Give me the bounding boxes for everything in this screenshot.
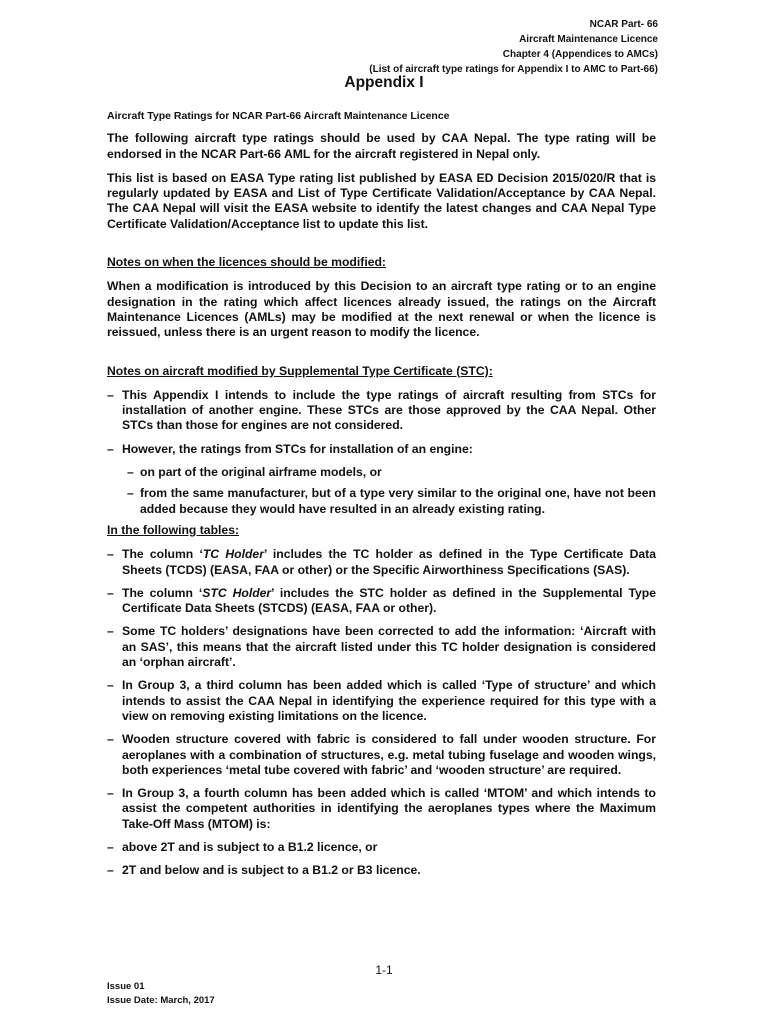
list-item bbox=[107, 442, 656, 457]
list-item bbox=[107, 732, 656, 778]
dash-bullet: – bbox=[107, 387, 114, 402]
dash-bullet: – bbox=[127, 465, 134, 480]
list-item-text: above 2T and is subject to a B1.2 licence, or bbox=[122, 839, 378, 854]
issue-date: Issue Date: March, 2017 bbox=[107, 995, 215, 1006]
list-item bbox=[107, 547, 656, 578]
header-chapter: Chapter 4 (Appendices to AMCs) bbox=[502, 49, 658, 60]
header-licence: Aircraft Maintenance Licence bbox=[519, 34, 658, 45]
spacer bbox=[107, 241, 656, 255]
list-item bbox=[107, 586, 656, 617]
column-name-stc-holder: STC Holder bbox=[202, 585, 272, 600]
intro-paragraph-1: The following aircraft type ratings should be used by CAA Nepal. The type rating will be endorsed in the NCAR Part-66 AML for the aircraft registered in Nepal only. bbox=[107, 131, 656, 161]
text-run: The column ‘ bbox=[122, 585, 203, 600]
dash-bullet: – bbox=[107, 839, 114, 854]
text-run: The column ‘ bbox=[122, 547, 203, 562]
list-item-text: Some TC holders’ designations have been corrected to add the information: ‘Aircraft with an SAS’, this means that the aircraft listed under this TC holder designation is considered an ‘orphan aircraft’. bbox=[122, 624, 656, 670]
page-title: Appendix I bbox=[344, 74, 424, 91]
text-run: ’ includes the STC holder as defined in the Supplemental Type Certificate Data Sheets (STCDS) (EASA, FAA or other). bbox=[122, 585, 656, 616]
sub-list-item bbox=[107, 486, 656, 517]
text-run: ’ includes the TC holder as defined in the Type Certificate Data Sheets (TCDS) (EASA, FAA or other) or the Specific Airworthiness Specifications (SAS). bbox=[122, 547, 656, 577]
page-number: 1-1 bbox=[375, 963, 393, 977]
dash-bullet: – bbox=[107, 863, 114, 878]
dash-bullet: – bbox=[107, 786, 114, 801]
document-header bbox=[369, 17, 658, 77]
header-list-title: (List of aircraft type ratings for Appendix I to AMC to Part-66) bbox=[369, 64, 658, 75]
column-name-tc-holder: TC Holder bbox=[202, 547, 264, 562]
dash-bullet: – bbox=[107, 732, 114, 747]
list-item-text: Wooden structure covered with fabric is considered to fall under wooden structure. For aeroplanes with a combination of structures, e.g. metal tubing fuselage and wooden wings, both experiences ‘metal tube covered with fabric’ and ‘wooden structure’ are required. bbox=[122, 732, 656, 777]
issue-number: Issue 01 bbox=[107, 981, 145, 992]
list-item-text: This Appendix I intends to include the type ratings of aircraft resulting from STCs for installation of another engine. These STCs are those approved by the CAA Nepal. Other STCs than those for engines are not considered. bbox=[122, 387, 656, 433]
list-item bbox=[107, 678, 656, 724]
dash-bullet: – bbox=[107, 547, 114, 562]
section-heading-tables: In the following tables: bbox=[107, 522, 240, 537]
list-item-text bbox=[122, 586, 656, 617]
sub-list-item-text: on part of the original airframe models, or bbox=[140, 465, 382, 480]
document-body bbox=[107, 109, 656, 887]
list-item bbox=[107, 786, 656, 832]
intro-paragraph-2: This list is based on EASA Type rating list published by EASA ED Decision 2015/020/R that is regularly updated by EASA and List of Type Certificate Validation/Acceptance by CAA Nepal. The CAA Nepal will visit the EASA website to identify the latest changes and CAA Nepal Type Certificate Validation/Acceptance list to update this list. bbox=[107, 170, 656, 231]
list-item-text: However, the ratings from STCs for installation of an engine: bbox=[122, 441, 473, 456]
document-subtitle: Aircraft Type Ratings for NCAR Part-66 Aircraft Maintenance Licence bbox=[107, 110, 450, 122]
spacer bbox=[107, 350, 656, 364]
dash-bullet: – bbox=[107, 678, 114, 693]
section-heading-stc: Notes on aircraft modified by Supplemental Type Certificate (STC): bbox=[107, 363, 493, 378]
list-item-text: In Group 3, a fourth column has been added which is called ‘MTOM’ and which intends to assist the competent authorities in identifying the aeroplanes types where the Maximum Take-Off Mass (MTOM) is: bbox=[122, 786, 656, 831]
sub-list-item bbox=[107, 465, 656, 480]
list-item bbox=[107, 624, 656, 670]
header-regulation: NCAR Part- 66 bbox=[589, 19, 658, 30]
dash-bullet: – bbox=[127, 486, 134, 501]
list-item-text: In Group 3, a third column has been added which is called ‘Type of structure’ and which intends to assist the CAA Nepal in identifying the experience required for this type with a view on removing existing limitations on the licence. bbox=[122, 678, 656, 723]
sub-list-item-text: from the same manufacturer, but of a type very similar to the original one, have not been added because they would have resulted in an already existing rating. bbox=[140, 486, 656, 516]
list-item-text: 2T and below and is subject to a B1.2 or B3 licence. bbox=[122, 863, 421, 878]
list-item bbox=[107, 840, 656, 855]
issue-info bbox=[107, 980, 215, 1008]
dash-bullet: – bbox=[107, 585, 114, 600]
list-item bbox=[107, 863, 656, 878]
list-item-text bbox=[122, 547, 656, 578]
section-heading-modified: Notes on when the licences should be modified: bbox=[107, 255, 386, 270]
section-text-modified: When a modification is introduced by this Decision to an aircraft type rating or to an engine designation in the rating which affect licences already issued, the ratings on the Aircraft Maintenance Licences (AMLs) may be modified at the next renewal or when the licence is reissued, unless there is an urgent reason to modify the licence. bbox=[107, 279, 656, 340]
dash-bullet: – bbox=[107, 441, 114, 456]
list-item bbox=[107, 388, 656, 434]
dash-bullet: – bbox=[107, 624, 114, 639]
